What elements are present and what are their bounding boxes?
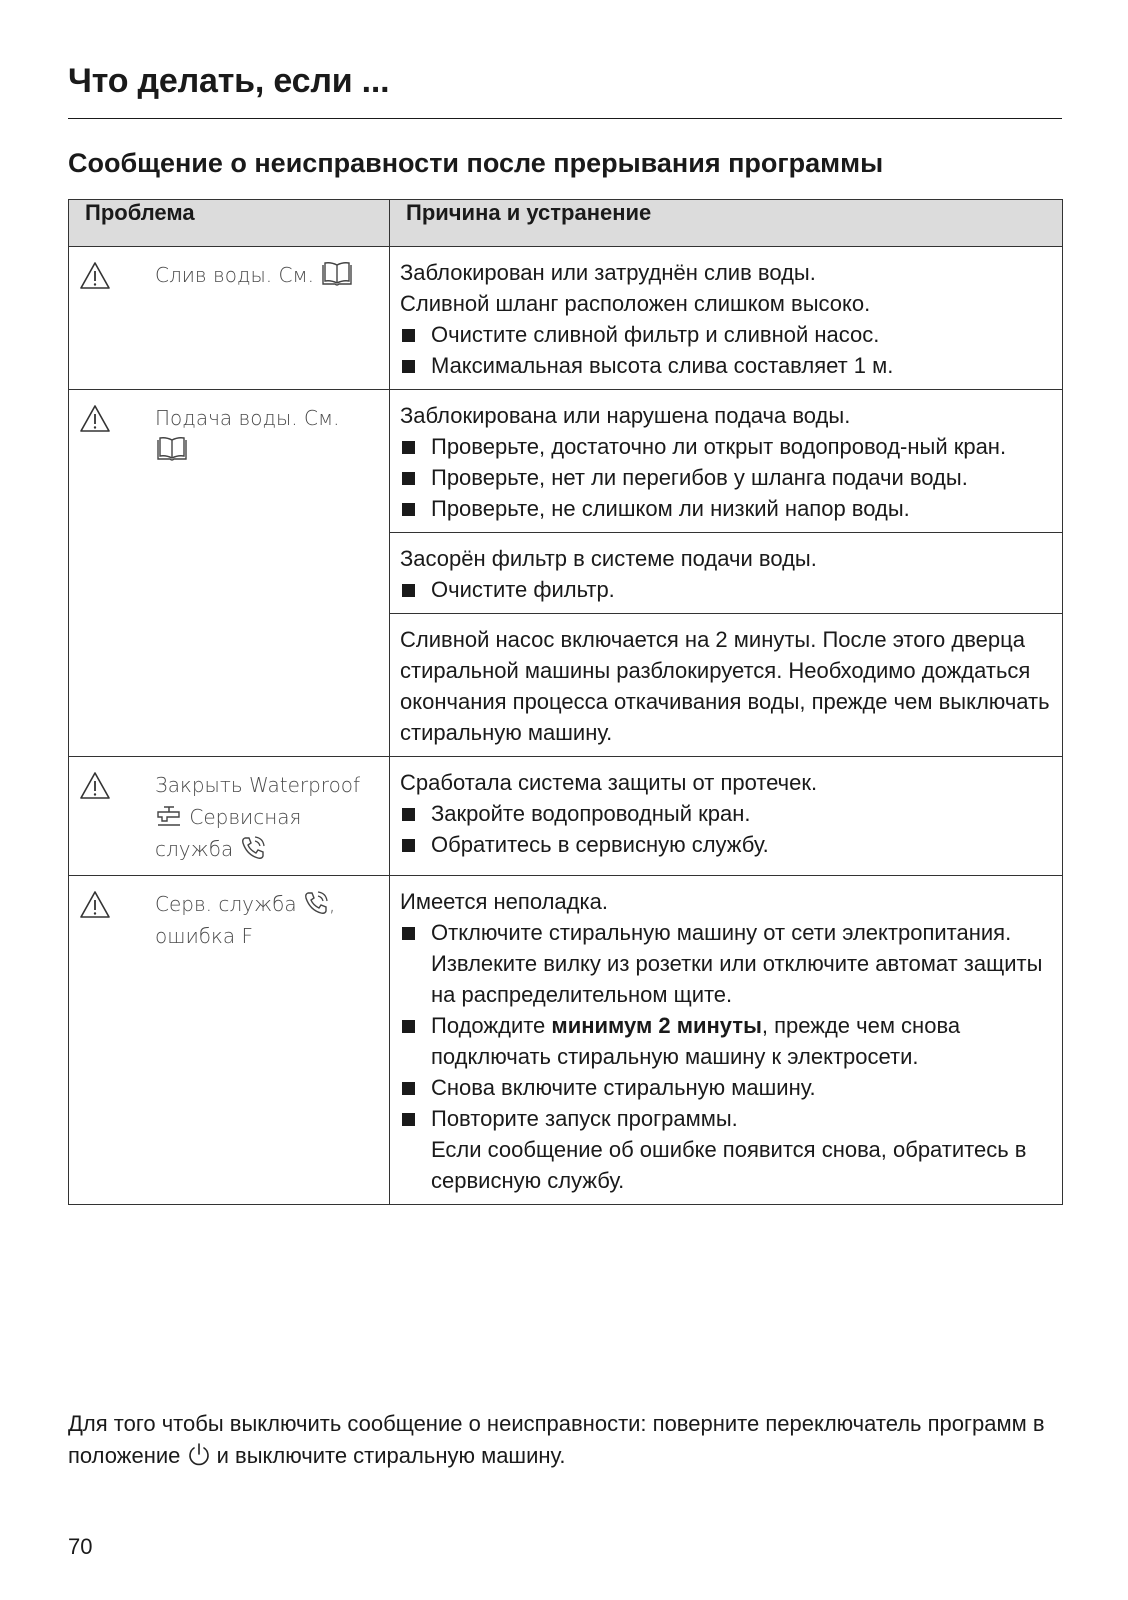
cause-text: Заблокирована или нарушена подача воды. <box>400 403 851 428</box>
problem-cell <box>69 390 390 757</box>
bullet-square-icon <box>402 472 415 485</box>
cause-cell <box>390 876 1063 1205</box>
warning-icon <box>79 261 111 291</box>
problem-cell <box>69 757 390 876</box>
bullet-square-icon <box>402 1082 415 1095</box>
list-item: Снова включите стиральную машину. <box>400 1072 1058 1103</box>
problem-text: Закрыть Waterproof <box>155 773 361 797</box>
warning-icon <box>79 890 111 920</box>
list-item: Проверьте, достаточно ли открыт водопровод-ный кран. <box>400 431 1058 462</box>
table-row <box>69 876 1063 1205</box>
fault-table <box>68 199 1063 1205</box>
list-item: Проверьте, нет ли перегибов у шланга подачи воды. <box>400 462 1058 493</box>
cause-text: Имеется неполадка. <box>400 889 608 914</box>
bullet-square-icon <box>402 1113 415 1126</box>
list-item: Очистите фильтр. <box>400 574 1058 605</box>
cause-cell <box>390 614 1063 757</box>
problem-text: Слив воды. См. <box>155 263 314 287</box>
cause-text: Сливной шланг расположен слишком высоко. <box>400 291 871 316</box>
bullet-square-icon <box>402 329 415 342</box>
bullet-square-icon <box>402 360 415 373</box>
column-header-cause: Причина и устранение <box>390 200 1063 247</box>
page-title: Что делать, если ... <box>68 62 390 100</box>
list-item: Закройте водопроводный кран. <box>400 798 1058 829</box>
cause-text: Засорён фильтр в системе подачи воды. <box>400 546 817 571</box>
problem-text: , <box>329 892 336 916</box>
list-item: Отключите стиральную машину от сети электропитания. Извлеките вилку из розетки или отключите автомат защиты на распределительном щите. <box>400 917 1058 1010</box>
phone-service-icon <box>303 890 329 916</box>
cause-cell <box>390 390 1063 533</box>
list-item: Максимальная высота слива составляет 1 м. <box>400 350 1058 381</box>
bullet-square-icon <box>402 808 415 821</box>
water-tap-icon <box>155 805 183 829</box>
section-title: Сообщение о неисправности после прерывания программы <box>68 148 884 178</box>
footnote-text: Для того чтобы выключить сообщение о неисправности: поверните переключатель программ в положение <box>68 1411 1045 1468</box>
bullet-square-icon <box>402 1020 415 1033</box>
page-number: 70 <box>68 1534 93 1559</box>
power-off-icon <box>187 1442 211 1468</box>
warning-icon <box>79 771 111 801</box>
cause-cell <box>390 533 1063 614</box>
problem-text: Сервисная служба <box>155 805 302 861</box>
bullet-square-icon <box>402 839 415 852</box>
bullet-square-icon <box>402 441 415 454</box>
emphasis-text: минимум 2 минуты <box>551 1013 762 1038</box>
list-item: Проверьте, не слишком ли низкий напор воды. <box>400 493 1058 524</box>
cause-cell <box>390 757 1063 876</box>
manual-book-icon <box>320 261 354 287</box>
footnote <box>68 1408 1058 1472</box>
cause-text: Сработала система защиты от протечек. <box>400 770 818 795</box>
list-item: Очистите сливной фильтр и сливной насос. <box>400 319 1058 350</box>
cause-cell <box>390 247 1063 390</box>
problem-cell <box>69 247 390 390</box>
cause-text: Сливной насос включается на 2 минуты. После этого дверца стиральной машины разблокируется. Необходимо дождаться окончания процесса откачивания воды, прежде чем выключать стиральную машину. <box>400 627 1050 745</box>
footnote-text: и выключите стиральную машину. <box>216 1443 566 1468</box>
table-row <box>69 390 1063 533</box>
table-row <box>69 247 1063 390</box>
list-item: Повторите запуск программы. Если сообщение об ошибке появится снова, обратитесь в сервисную службу. <box>400 1103 1058 1196</box>
bullet-square-icon <box>402 503 415 516</box>
bullet-square-icon <box>402 584 415 597</box>
title-divider <box>68 118 1062 119</box>
manual-book-icon <box>155 436 189 462</box>
phone-service-icon <box>240 835 266 861</box>
problem-text: ошибка F <box>155 924 253 948</box>
table-row <box>69 757 1063 876</box>
problem-text: Серв. служба <box>155 892 297 916</box>
column-header-problem: Проблема <box>69 200 390 247</box>
cause-text: Заблокирован или затруднён слив воды. <box>400 260 816 285</box>
table-header-row <box>69 200 1063 247</box>
list-item: Подождите минимум 2 минуты, прежде чем снова подключать стиральную машину к электросети. <box>400 1010 1058 1072</box>
problem-text: Подача воды. См. <box>155 406 340 430</box>
warning-icon <box>79 404 111 434</box>
list-item: Обратитесь в сервисную службу. <box>400 829 1058 860</box>
problem-cell <box>69 876 390 1205</box>
bullet-square-icon <box>402 927 415 940</box>
